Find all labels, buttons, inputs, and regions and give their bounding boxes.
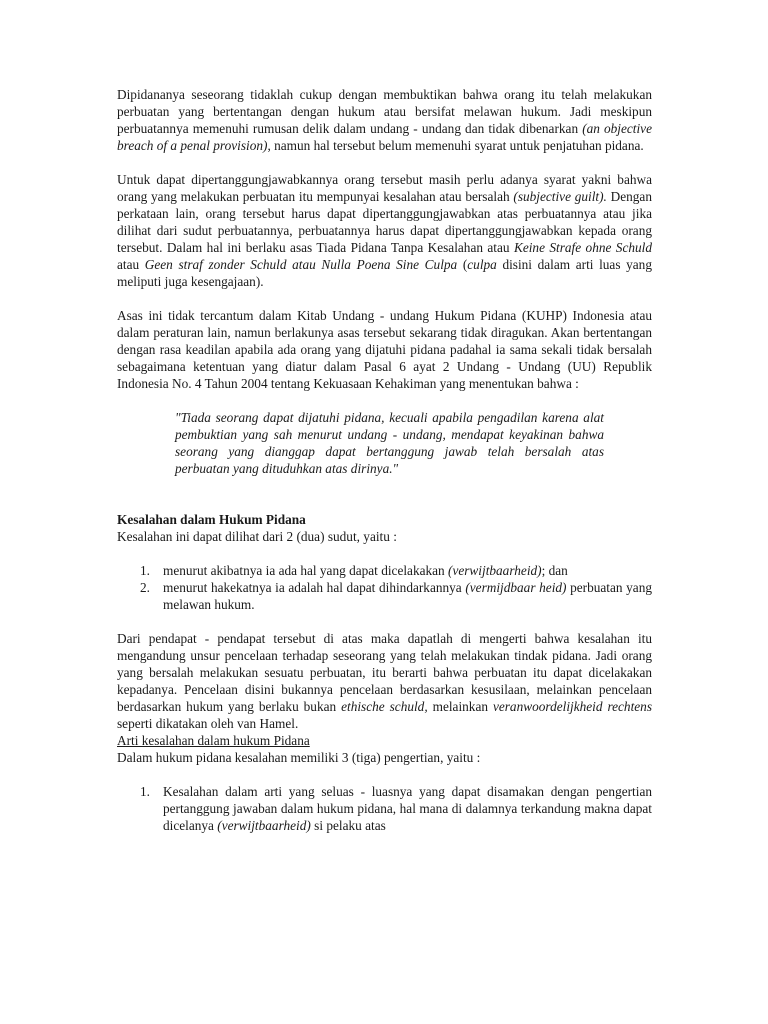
italic-term: Geen straf zonder Schuld atau Nulla Poena Sine Culpa bbox=[144, 257, 458, 272]
list-item bbox=[117, 783, 652, 834]
paragraph-text: Dipidananya seseorang tidaklah cukup dengan membuktikan bahwa orang itu telah melakukan perbuatan yang bertentangan dengan hukum atau bersifat melawan hukum. Jadi meskipun perbuatannya memenuhi rumusan delik dalam undang - undang dan tidak dibenarkan bbox=[117, 87, 652, 136]
paragraph-text: Dari pendapat - pendapat tersebut di atas maka dapatlah di mengerti bahwa kesalahan itu mengandung unsur pencelaan terhadap seseorang yang telah melakukan tindak pidana. Jadi orang yang bersalah melakukan sesuatu perbuatan, itu berarti bahwa perbuatan itu dapat dicelakakan kepadanya. Pencelaan disini bukannya pencelaan berdasarkan kesusilaan, melainkan pencelaan berdasarkan hukum yang berlaku bukan bbox=[117, 631, 652, 714]
list-text: menurut akibatnya ia ada hal yang dapat dicelakakan bbox=[163, 563, 449, 578]
paragraph-3 bbox=[117, 307, 652, 392]
paragraph-text: , namun hal tersebut belum memenuhi syarat untuk penjatuhan pidana. bbox=[267, 138, 644, 153]
list-text: ; dan bbox=[541, 563, 568, 578]
list-text: perbuatan yang melawan hukum. bbox=[163, 580, 653, 612]
list-text: menurut hakekatnya ia adalah hal dapat dihindarkannya bbox=[163, 580, 466, 595]
section-heading: Kesalahan dalam Hukum Pidana bbox=[117, 512, 306, 527]
paragraph-text: atau bbox=[117, 257, 145, 272]
paragraph-text: seperti dikatakan oleh van Hamel. bbox=[117, 716, 299, 731]
list-number: 2. bbox=[140, 580, 150, 595]
list-number: 1. bbox=[140, 784, 150, 799]
italic-term: (vermijdbaar heid) bbox=[465, 580, 567, 595]
italic-term: (verwijtbaarheid) bbox=[448, 563, 542, 578]
document-body bbox=[117, 86, 652, 834]
italic-term: veranwoordelijkheid rechtens bbox=[492, 699, 652, 714]
italic-term: culpa bbox=[467, 257, 497, 272]
list-text: si pelaku atas bbox=[310, 818, 386, 833]
paragraph-text: Dengan perkataan lain, orang tersebut harus dapat dipertanggungjawabkan atas perbuatannya atau jika dilihat dari sudut perbuatannya, perbuatannya harus dapat dipertanggungjawabkan kepada orang tersebut. Dalam hal ini berlaku asas Tiada Pidana Tanpa Kesalahan atau bbox=[117, 189, 652, 255]
legal-quote: "Tiada seorang dapat dijatuhi pidana, kecuali apabila pengadilan karena alat pembuktian yang sah menurut undang - undang, mendapat keyakinan bahwa seorang yang dianggap dapat bertanggung jawab telah bersalah atas perbuatan yang dituduhkan atas dirinya." bbox=[175, 410, 604, 476]
section-intro: Dalam hukum pidana kesalahan memiliki 3 (tiga) pengertian, yaitu : bbox=[117, 750, 481, 765]
numbered-list bbox=[117, 562, 652, 613]
section-heading-underlined: Arti kesalahan dalam hukum Pidana bbox=[117, 733, 310, 748]
paragraph-4 bbox=[117, 630, 652, 732]
italic-term: ethische schuld, bbox=[341, 699, 428, 714]
paragraph-text: Asas ini tidak tercantum dalam Kitab Undang - undang Hukum Pidana (KUHP) Indonesia atau dalam peraturan lain, namun berlakunya asas tersebut sekarang tidak diragukan. Akan bertentangan dengan rasa keadilan apabila ada orang yang dijatuhi pidana padahal ia sama sekali tidak bersalah sebagaimana ketentuan yang diatur dalam Pasal 6 ayat 2 Undang - Undang (UU) Republik Indonesia No. 4 Tahun 2004 tentang Kekuasaan Kehakiman yang menentukan bahwa : bbox=[117, 308, 652, 391]
list-item bbox=[117, 579, 652, 613]
numbered-list bbox=[117, 783, 652, 834]
paragraph-text: melainkan bbox=[427, 699, 493, 714]
italic-term: Keine Strafe ohne Schuld bbox=[513, 240, 652, 255]
paragraph-text: ( bbox=[457, 257, 468, 272]
list-text: Kesalahan dalam arti yang seluas - luasnya yang dapat disamakan dengan pengertian pertanggung jawaban dalam hukum pidana, hal mana di dalamnya terkandung makna dapat dicelanya bbox=[163, 784, 652, 833]
paragraph-1 bbox=[117, 86, 652, 154]
list-item bbox=[117, 562, 652, 579]
italic-term: (verwijtbaarheid) bbox=[217, 818, 311, 833]
list-number: 1. bbox=[140, 563, 150, 578]
section-intro: Kesalahan ini dapat dilihat dari 2 (dua) sudut, yaitu : bbox=[117, 529, 397, 544]
italic-term: (subjective guilt). bbox=[513, 189, 607, 204]
paragraph-text: Untuk dapat dipertanggungjawabkannya orang tersebut masih perlu adanya syarat yakni bahwa orang yang melakukan perbuatan itu mempunyai kesalahan atau bersalah bbox=[117, 172, 652, 204]
paragraph-2 bbox=[117, 171, 652, 290]
paragraph-text: disini dalam arti luas yang meliputi juga kesengajaan). bbox=[117, 257, 652, 289]
italic-term: (an objective breach of a penal provision) bbox=[117, 121, 652, 153]
